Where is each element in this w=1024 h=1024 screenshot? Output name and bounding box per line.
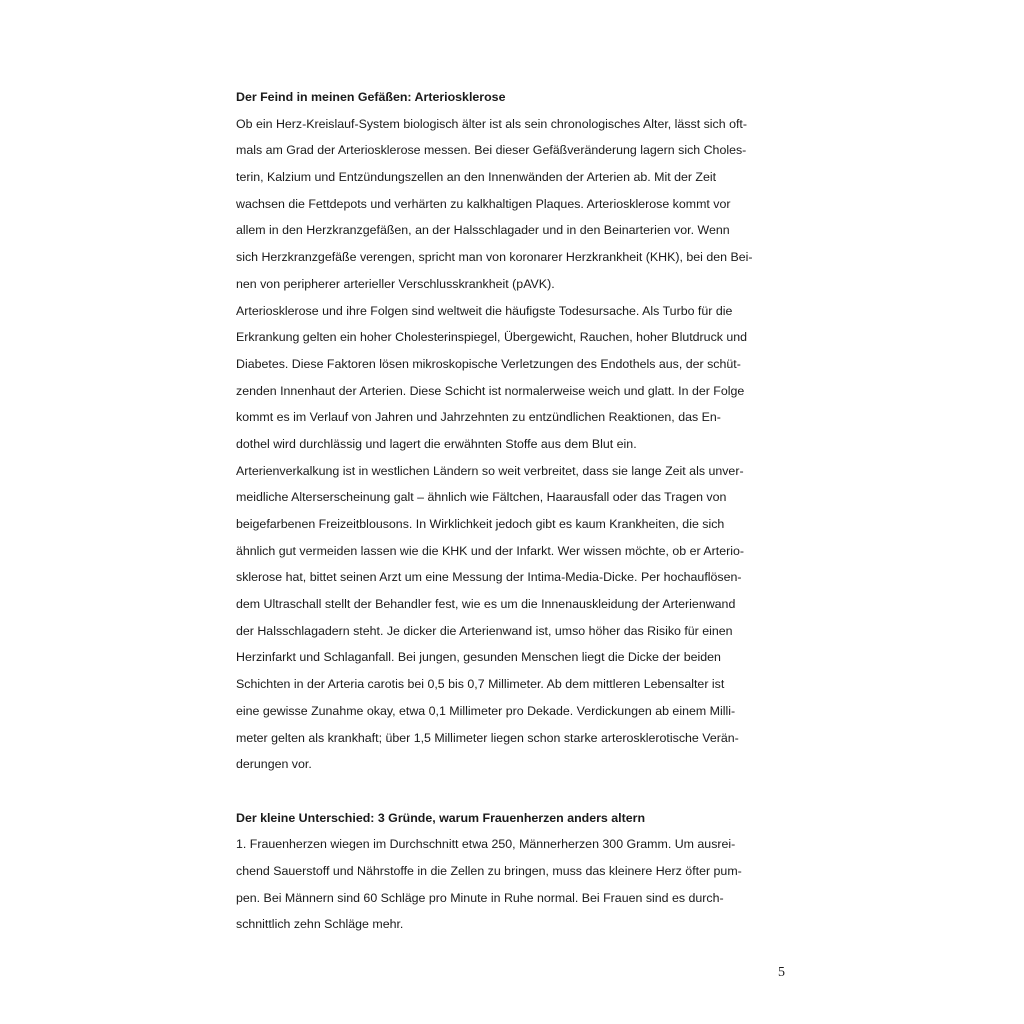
text-line: ähnlich gut vermeiden lassen wie die KHK und der Infarkt. Wer wissen möchte, ob er Arterio- (236, 543, 745, 558)
text-line: eine gewisse Zunahme okay, etwa 0,1 Millimeter pro Dekade. Verdickungen ab einem Milli- (236, 703, 736, 718)
text-line: terin, Kalzium und Entzündungszellen an den Innenwänden der Arterien ab. Mit der Zeit (236, 170, 717, 185)
text-line: Schichten in der Arteria carotis bei 0,5 bis 0,7 Millimeter. Ab dem mittleren Lebensalter ist (236, 677, 725, 692)
text-line: dothel wird durchlässig und lagert die erwähnten Stoffe aus dem Blut ein. (236, 436, 637, 451)
paragraph-spacer (236, 778, 796, 805)
text-line: wachsen die Fettdepots und verhärten zu kalkhaltigen Plaques. Arteriosklerose kommt vor (236, 196, 731, 211)
text-line: Arteriosklerose und ihre Folgen sind weltweit die häufigste Todesursache. Als Turbo für die (236, 303, 733, 318)
section-body-frauenherzen (236, 831, 796, 938)
text-line: allem in den Herzkranzgefäßen, an der Halsschlagader und in den Beinarterien vor. Wenn (236, 223, 730, 238)
text-line: pen. Bei Männern sind 60 Schläge pro Minute in Ruhe normal. Bei Frauen sind es durch- (236, 890, 724, 905)
text-line: nen von peripherer arterieller Verschlusskrankheit (pAVK). (236, 276, 555, 291)
page-content (236, 84, 796, 938)
text-line: Erkrankung gelten ein hoher Cholesterinspiegel, Übergewicht, Rauchen, hoher Blutdruck und (236, 330, 748, 345)
section-body-arteriosklerose (236, 111, 796, 778)
section-heading-frauenherzen: Der kleine Unterschied: 3 Gründe, warum Frauenherzen anders altern (236, 810, 646, 825)
text-line: chend Sauerstoff und Nährstoffe in die Zellen zu bringen, muss das kleinere Herz öfter pum- (236, 863, 742, 878)
page-number: 5 (778, 965, 785, 980)
text-line: dem Ultraschall stellt der Behandler fest, wie es um die Innenauskleidung der Arterienwand (236, 597, 736, 612)
text-line: derungen vor. (236, 757, 312, 772)
text-line: Herzinfarkt und Schlaganfall. Bei jungen, gesunden Menschen liegt die Dicke der beiden (236, 650, 721, 665)
text-line: Arterienverkalkung ist in westlichen Ländern so weit verbreitet, dass sie lange Zeit als unver- (236, 463, 744, 478)
section-heading-arteriosklerose: Der Feind in meinen Gefäßen: Arteriosklerose (236, 90, 506, 104)
text-line: beigefarbenen Freizeitblousons. In Wirklichkeit jedoch gibt es kaum Krankheiten, die sich (236, 517, 725, 531)
text-line: der Halsschlagadern steht. Je dicker die Arterienwand ist, umso höher das Risiko für einen (236, 623, 733, 638)
text-line: sich Herzkranzgefäße verengen, spricht man von koronarer Herzkrankheit (KHK), bei den Bei- (236, 250, 753, 265)
text-line: schnittlich zehn Schläge mehr. (236, 917, 404, 932)
text-line: sklerose hat, bittet seinen Arzt um eine Messung der Intima-Media-Dicke. Per hochauflösen- (236, 570, 742, 585)
text-line: Ob ein Herz-Kreislauf-System biologisch älter ist als sein chronologisches Alter, lässt sich oft- (236, 116, 747, 131)
text-line: zenden Innenhaut der Arterien. Diese Schicht ist normalerweise weich und glatt. In der Folge (236, 383, 745, 398)
text-line: meidliche Alterserscheinung galt – ähnlich wie Fältchen, Haarausfall oder das Tragen von (236, 490, 727, 505)
text-line: 1. Frauenherzen wiegen im Durchschnitt etwa 250, Männerherzen 300 Gramm. Um ausrei- (236, 837, 736, 852)
text-line: Diabetes. Diese Faktoren lösen mikroskopische Verletzungen des Endothels aus, der schüt- (236, 356, 741, 371)
text-line: kommt es im Verlauf von Jahren und Jahrzehnten zu entzündlichen Reaktionen, das En- (236, 410, 721, 425)
text-line: meter gelten als krankhaft; über 1,5 Millimeter liegen schon starke arterosklerotische Verän- (236, 730, 739, 745)
text-line: mals am Grad der Arteriosklerose messen. Bei dieser Gefäßveränderung lagern sich Choles- (236, 143, 747, 158)
